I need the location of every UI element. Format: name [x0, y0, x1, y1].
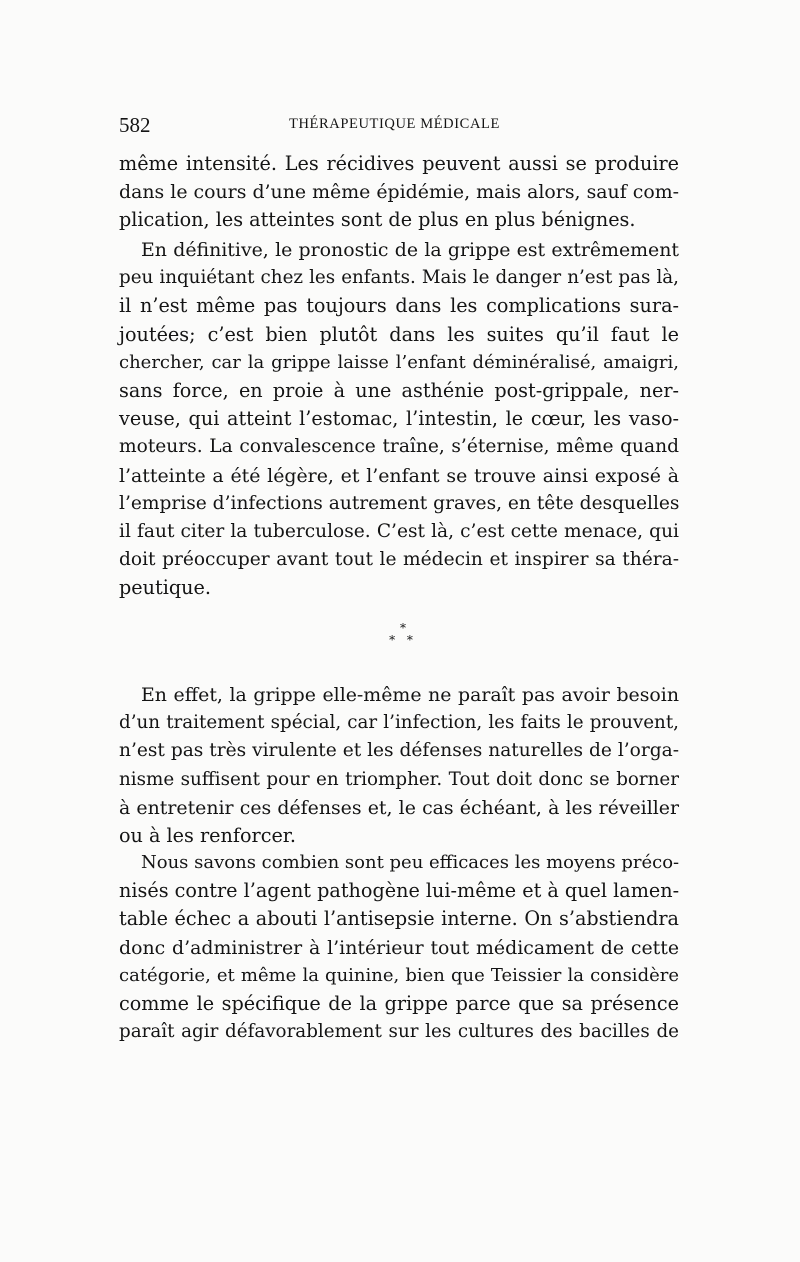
running-header — [119, 113, 699, 145]
section-separator-asterism — [389, 622, 417, 650]
page-number: 582 — [119, 113, 151, 137]
text-line: doit préoccuper avant tout le médecin et inspirer sa théra- — [119, 549, 679, 571]
paragraph-2 — [119, 236, 679, 602]
text-line: donc d’administrer à l’intérieur tout médicament de cette — [119, 936, 679, 959]
text-line: joutées; c’est bien plutôt dans les suites qu’il faut le — [119, 322, 679, 346]
paragraph-1 — [119, 150, 679, 235]
asterism-top: * — [400, 621, 406, 635]
text-line: il n’est même pas toujours dans les complications sura- — [119, 294, 679, 318]
text-line: moteurs. La convalescence traîne, s’éternise, même quand — [119, 436, 679, 458]
text-line: Nous savons combien sont peu efficaces les moyens préco- — [141, 852, 680, 873]
text-line: il faut citer la tuberculose. C’est là, c’est cette menace, qui — [119, 520, 679, 542]
text-line: ou à les renforcer. — [119, 823, 296, 847]
text-line: dans le cours d’une même épidémie, mais alors, sauf com- — [119, 181, 679, 204]
text-line: nisme suffisent pour en triompher. Tout doit donc se borner — [119, 768, 679, 790]
text-line: l’emprise d’infections autrement graves, en tête desquelles — [119, 492, 680, 514]
text-line: nisés contre l’agent pathogène lui-même et à quel lamen- — [119, 879, 680, 903]
text-line: comme le spécifique de la grippe parce que sa présence — [119, 991, 679, 1015]
text-line: chercher, car la grippe laisse l’enfant déminéralisé, amaigri, — [119, 351, 679, 373]
paragraph-3 — [119, 681, 679, 850]
text-line: sans force, en proie à une asthénie post-grippale, ner- — [119, 378, 679, 402]
text-line: catégorie, et même la quinine, bien que Teissier la considère — [119, 964, 679, 986]
text-line: d’un traitement spécial, car l’infection, les faits le prouvent, — [119, 712, 679, 734]
text-line: même intensité. Les récidives peuvent aussi se produire — [119, 152, 679, 175]
running-title: THÉRAPEUTIQUE MÉDICALE — [289, 116, 500, 132]
asterism-bottom: * * — [389, 633, 417, 647]
paragraph-4 — [119, 849, 679, 1046]
text-line: peutique. — [119, 576, 211, 600]
text-line: En effet, la grippe elle-même ne paraît pas avoir besoin — [141, 684, 679, 706]
text-line: peu inquiétant chez les enfants. Mais le danger n’est pas là, — [119, 267, 679, 289]
text-line: n’est pas très virulente et les défenses naturelles de l’orga- — [119, 740, 680, 762]
text-line: table échec a abouti l’antisepsie interne. On s’abstiendra — [119, 907, 679, 931]
text-line: veuse, qui atteint l’estomac, l’intestin, le cœur, les vaso- — [119, 407, 679, 431]
text-line: paraît agir défavorablement sur les cultures des bacilles de — [119, 1021, 679, 1043]
text-line: à entretenir ces défenses et, le cas échéant, à les réveiller — [119, 796, 679, 819]
text-line: En définitive, le pronostic de la grippe est extrêmement — [141, 239, 679, 261]
text-line: l’atteinte a été légère, et l’enfant se trouve ainsi exposé à — [119, 464, 679, 487]
text-line: plication, les atteintes sont de plus en plus bénignes. — [119, 208, 636, 232]
